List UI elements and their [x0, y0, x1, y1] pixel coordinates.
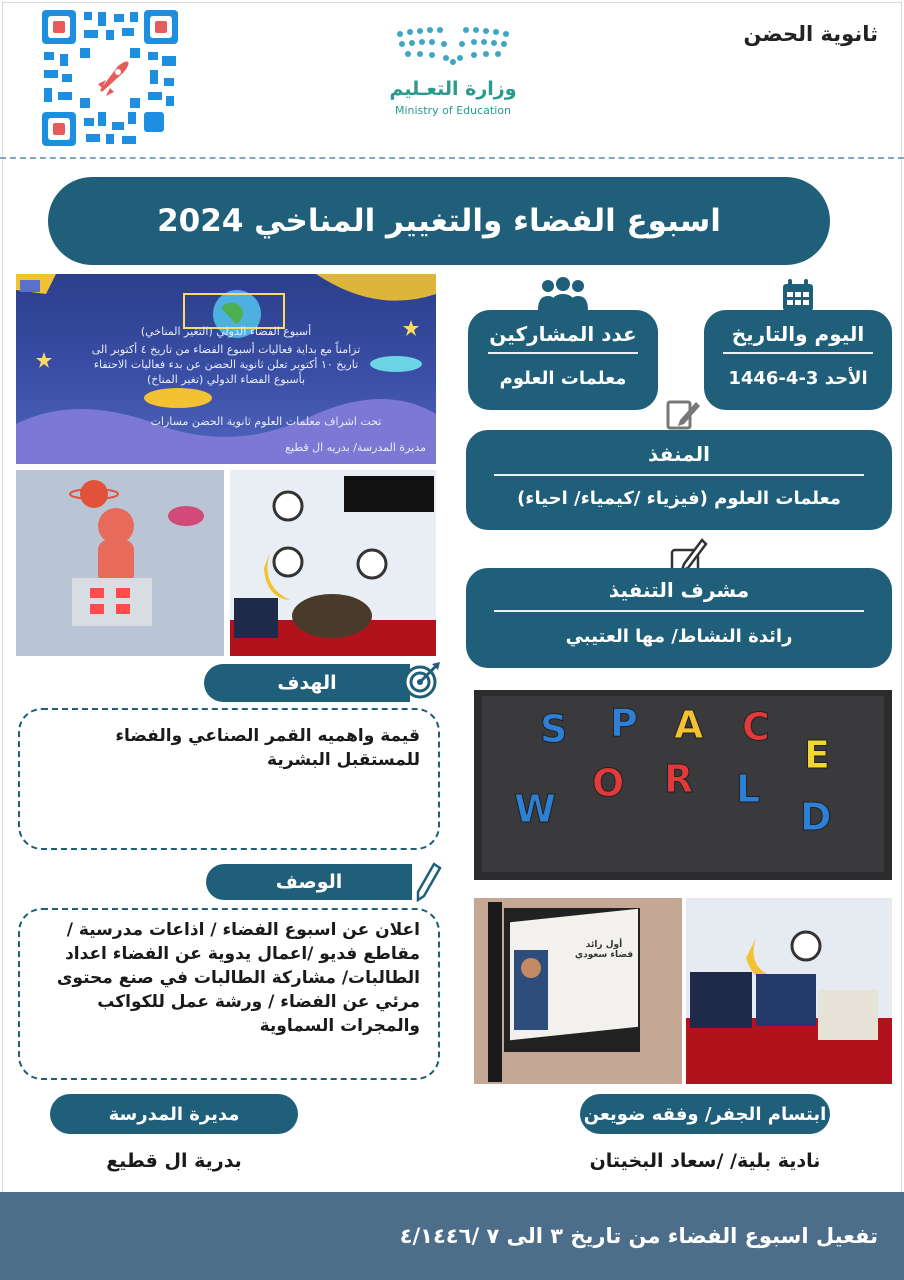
- event-poster: [16, 274, 436, 464]
- executor-value: معلمات العلوم (فيزياء /كيمياء/ احياء): [517, 488, 841, 509]
- people-icon: [536, 276, 590, 312]
- presentation-photo: [474, 898, 682, 1084]
- space-world-photo: [474, 690, 892, 880]
- footer-text: تفعيل اسبوع الفضاء من تاريخ ٣ الى ٧ /٤/١٤٤٦: [399, 1224, 878, 1248]
- title-banner: [48, 177, 830, 265]
- goal-box: [18, 708, 440, 850]
- space-world-letters: [474, 690, 892, 880]
- ministry-name-arabic: وزارة التعـليم: [389, 78, 517, 100]
- poster-footer: تحت اشراف معلمات العلوم ثانوية الحضن مسارات: [150, 415, 382, 428]
- principal-label: مديرة المدرسة: [50, 1094, 298, 1134]
- letter-a: A: [674, 703, 704, 747]
- astronaut-wall-photo: [16, 470, 224, 656]
- qr-code-icon: [40, 8, 180, 148]
- date-card: [704, 310, 892, 410]
- executor-card: [466, 430, 892, 530]
- participants-value: معلمات العلوم: [499, 368, 627, 389]
- letter-p: P: [610, 701, 638, 745]
- school-name: ثانوية الحضن: [743, 22, 878, 46]
- description-box: [18, 908, 440, 1080]
- letter-d: D: [800, 795, 832, 839]
- teachers-names: نادية بلية/ /سعاد البخيتان: [589, 1150, 821, 1172]
- description-label: [206, 864, 412, 900]
- poster-title: أسبوع الفضاء الدولي (التغير المناخي): [140, 325, 312, 338]
- ministry-name-english: Ministry of Education: [394, 104, 511, 117]
- goal-text: قيمة واهميه القمر الصناعي والفضاء للمستقبل البشرية: [115, 726, 420, 770]
- supervisor-heading: مشرف التنفيذ: [608, 578, 750, 602]
- target-icon: [402, 660, 442, 700]
- footer-bar: [0, 1192, 904, 1280]
- date-heading: اليوم والتاريخ: [731, 322, 865, 346]
- poster-principal: مديرة المدرسة/ بدريه ال قطيع: [285, 441, 426, 454]
- pencil-icon: [414, 862, 442, 902]
- slide-title: أول رائد فضاء سعودي: [574, 940, 634, 960]
- letter-c: C: [742, 705, 770, 749]
- letter-e: E: [804, 733, 830, 777]
- letter-o: O: [592, 761, 625, 805]
- header-divider: [0, 157, 904, 159]
- space-board-photo: [230, 470, 436, 656]
- goal-label-text: الهدف: [277, 672, 337, 694]
- poster-body: تزامناً مع بداية فعاليات أسبوع الفضاء من تاريخ ٤ أكتوبر الى تاريخ ١٠ أكتوبر تعلن ثانوية الحضن عن بدء فعاليات الاحتفاء بأسبوع الفضاء الدولي (تغير المناخ): [91, 343, 361, 386]
- letter-r: R: [664, 757, 694, 801]
- letter-s: S: [540, 707, 568, 751]
- page-title: اسبوع الفضاء والتغيير المناخي 2024: [157, 203, 721, 239]
- teachers-label: ابتسام الجفر/ وفقه ضويعن: [580, 1094, 830, 1134]
- canvases-photo: [686, 898, 892, 1084]
- letter-w: W: [514, 787, 556, 831]
- date-value: الأحد 3-4-1446: [728, 368, 868, 389]
- principal-name: بدرية ال قطيع: [106, 1150, 242, 1172]
- description-text: اعلان عن اسبوع الفضاء / اذاعات مدرسية / مقاطع فديو /اعمال يدوية عن الفضاء اعداد الطالبات/ مشاركة الطالبات في صنع محتوى مرئي عن الفضاء / ورشة عمل للكواكب والمجرات السماوية: [56, 920, 420, 1036]
- goal-label: [204, 664, 410, 702]
- participants-card: [468, 310, 658, 410]
- executor-heading: المنفذ: [648, 442, 710, 466]
- description-label-text: الوصف: [275, 871, 343, 893]
- participants-heading: عدد المشاركين: [489, 322, 637, 346]
- letter-l: L: [736, 767, 761, 811]
- supervisor-card: [466, 568, 892, 668]
- edit-icon: [662, 394, 702, 434]
- supervisor-value: رائدة النشاط/ مها العتيبي: [565, 626, 793, 647]
